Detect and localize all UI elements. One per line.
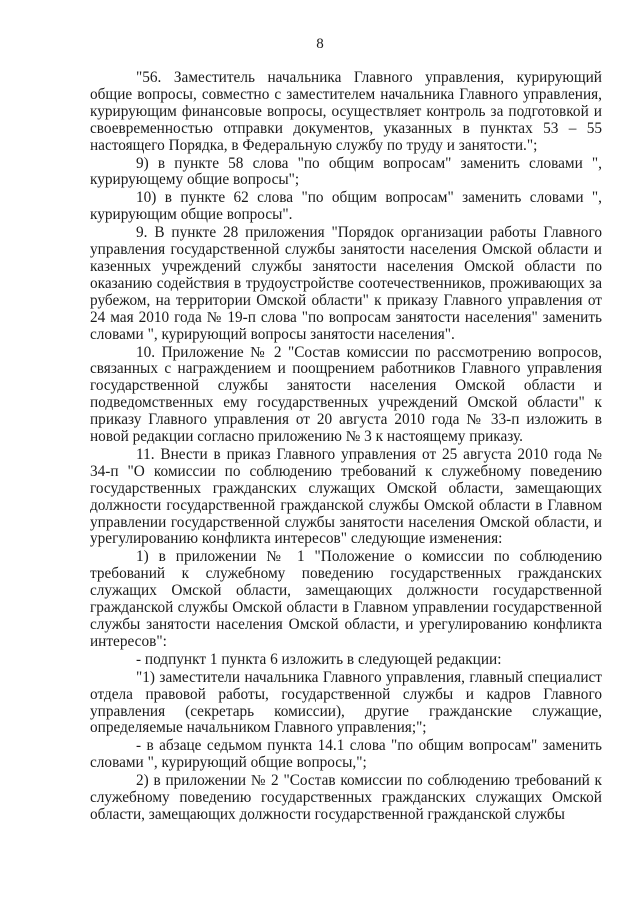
paragraph-item-10: 10. Приложение № 2 "Состав комиссии по рассмотрению вопросов, связанных с награждением и поощрением работников Главного управления государственной службы занятости населения Омской области и подведомственных ему государственных учреждений Омской области" к приказу Главного управления от 20 августа 2010 года № 33-п изложить в новой редакции согласно приложению № 3 к настоящему приказу. — [90, 343, 602, 446]
paragraph-dash-2: - в абзаце седьмом пункта 14.1 слова "по общим вопросам" заменить словами ", курирующий общие вопросы,"; — [90, 737, 602, 772]
paragraph-subitem-1: 1) в приложении № 1 "Положение о комиссии по соблюдению требований к служебному поведению государственных гражданских служащих Омской области, замещающих должности государственной гражданской службы Омской области в Главном управлении государственной службы занятости населения Омской области, и урегулированию конфликта интересов": — [90, 548, 602, 650]
paragraph-item-9: 9. В пункте 28 приложения "Порядок организации работы Главного управления государственной службы занятости населения Омской области и казенных учреждений службы занятости населения Омской области по оказанию содействия в трудоустройстве соотечественников, проживающих за рубежом, на территории Омской области" к приказу Главного управления от 24 мая 2010 года № 19-п слова "по вопросам занятости населения" заменить словами ", курирующий вопросы занятости населения". — [90, 224, 602, 343]
paragraph-quoted-text: "1) заместители начальника Главного управления, главный специалист отдела правовой работы, государственной службы и кадров Главного управления (секретарь комиссии), другие гражданские служащие, определяемые начальником Главного управления;"; — [90, 668, 602, 737]
page-number: 8 — [316, 36, 324, 52]
paragraph-item-11: 11. Внести в приказ Главного управления от 25 августа 2010 года № 34-п "О комиссии по соблюдению требований к служебному поведению государственных гражданских служащих Омской области, замещающих должности государственной гражданской службы Омской области в Главном управлении государственной службы занятости населения Омской области, и урегулированию конфликта интересов" следующие изменения: — [90, 445, 602, 548]
document-body — [90, 70, 602, 825]
paragraph-subitem-10: 10) в пункте 62 слова "по общим вопросам" заменить словами ", курирующим общие вопросы". — [90, 189, 602, 224]
paragraph-item-56: "56. Заместитель начальника Главного управления, курирующий общие вопросы, совместно с заместителем начальника Главного управления, курирующим финансовые вопросы, осуществляет контроль за подготовкой и своевременностью отправки документов, указанных в пунктах 53 – 55 настоящего Порядка, в Федеральную службу по труду и занятости."; — [90, 69, 602, 154]
paragraph-dash-1: - подпункт 1 пункта 6 изложить в следующей редакции: — [136, 650, 502, 668]
paragraph-subitem-2: 2) в приложении № 2 "Состав комиссии по соблюдению требований к служебному поведению государственных гражданских служащих Омской области, замещающих должности государственной гражданской службы — [90, 772, 602, 823]
paragraph-subitem-9: 9) в пункте 58 слова "по общим вопросам" заменить словами ", курирующему общие вопросы"; — [90, 154, 602, 189]
